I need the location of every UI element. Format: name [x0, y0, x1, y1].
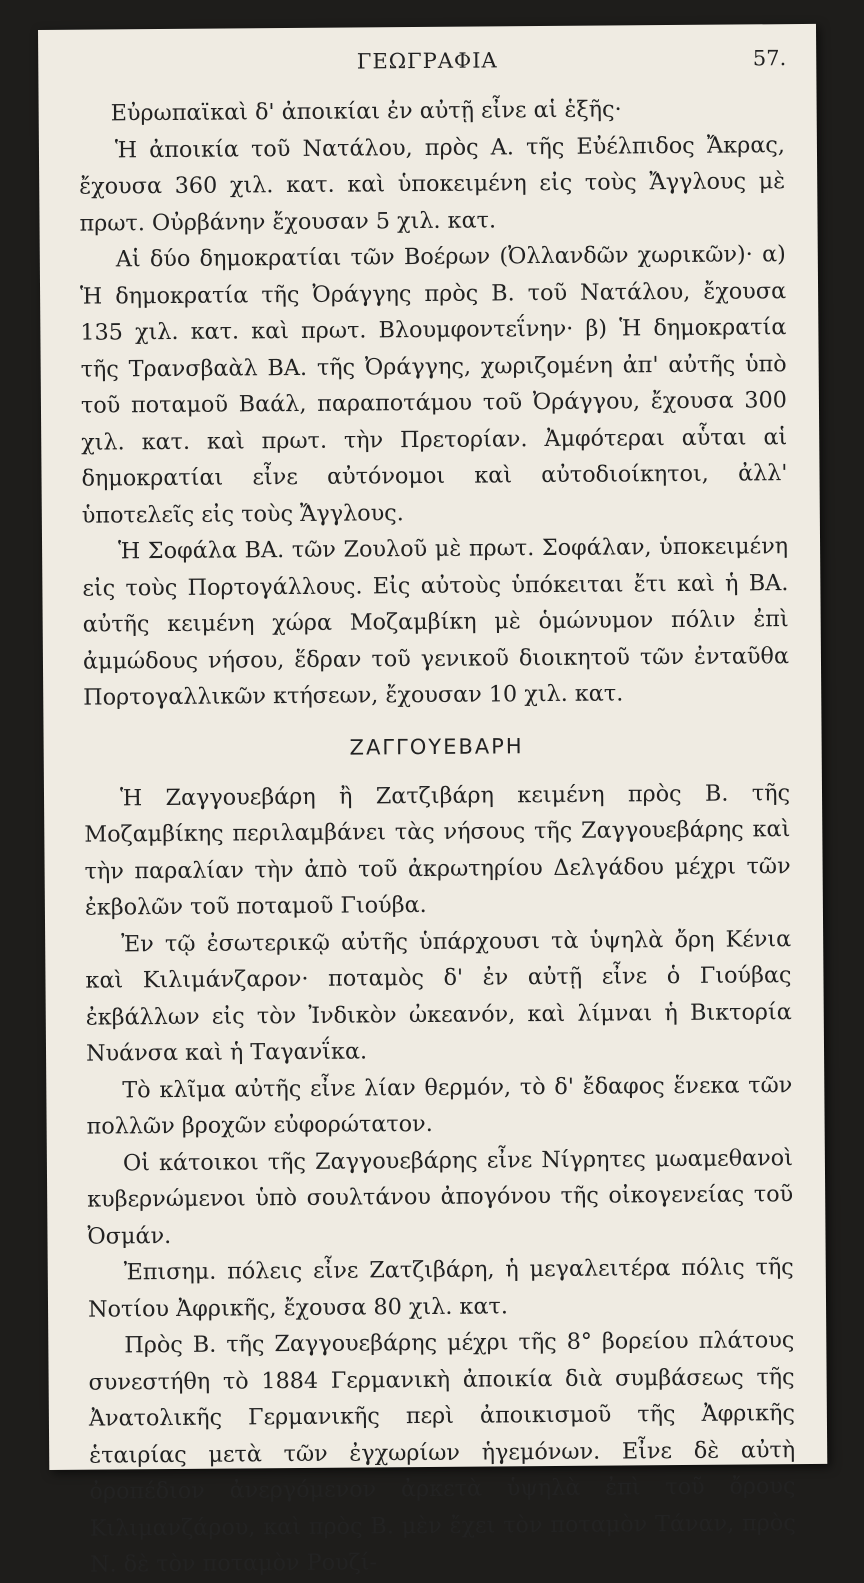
paragraph: Ἐν τῷ ἐσωτερικῷ αὐτῆς ὑπάρχουσι τὰ ὑψηλὰ ὄρη Κένια καὶ Κιλιμάνζαρον· ποταμὸς δ' ἐν αὐτῇ εἶνε ὁ Γιούβας ἐκβάλλων εἰς τὸν Ἰνδικὸν ὠκεανόν, καὶ λίμναι ἡ Βικτορία Νυάνσα καὶ ἡ Ταγανΐκα. — [85, 925, 792, 1067]
paragraph: Πρὸς Β. τῆς Ζαγγουεβάρης μέχρι τῆς 8° βορείου πλάτους συνεστήθη τὸ 1884 Γερμανικὴ ἀποικία διὰ συμβάσεως τῆς Ἀνατολικῆς Γερμανικῆς περὶ ἀποικισμοῦ τῆς Ἀφρικῆς ἑταιρίας μετὰ τῶν ἐγχωρίων ἡγεμόνων. Εἶνε δὲ αὐτὴ ὀροπέδιον ἀνεργόμενον ἀρκετὰ ὑψηλὰ ἐπὶ τοῦ ὄρους Κιλιμανζάρου, καὶ πρὸς Β. μὲν ἔχει τὸν ποταμὸν Τάναν, πρὸς Ν. δὲ τὸν ποταμὸν Ρουζί- — [88, 1327, 796, 1578]
page-body — [79, 90, 797, 1583]
paragraph: Εὐρωπαϊκαὶ δ' ἀποικίαι ἐν αὐτῇ εἶνε αἱ ἑξῆς· — [110, 96, 622, 127]
paragraph: Ἐπισημ. πόλεις εἶνε Ζατζιβάρη, ἡ μεγαλειτέρα πόλις τῆς Νοτίου Ἀφρικῆς, ἔχουσα 80 χιλ. κατ. — [87, 1254, 794, 1323]
paragraph: Οἱ κάτοικοι τῆς Ζαγγουεβάρης εἶνε Νίγρητες μωαμεθανοὶ κυβερνώμενοι ὑπὸ σουλτάνου ἀπογόνου τῆς οἰκογενείας τοῦ Ὀσμάν. — [87, 1144, 794, 1250]
paragraph: Ἡ ἀποικία τοῦ Νατάλου, πρὸς Α. τῆς Εὐέλπιδος Ἄκρας, ἔχουσα 360 χιλ. κατ. καὶ ὑποκειμένη εἰς τοὺς Ἄγγλους μὲ πρωτ. Οὐρβάνην ἔχουσαν 5 χιλ. κατ. — [79, 131, 786, 237]
paragraph: Τὸ κλῖμα αὐτῆς εἶνε λίαν θερμόν, τὸ δ' ἔδαφος ἕνεκα τῶν πολλῶν βροχῶν εὐφορώτατον. — [86, 1071, 793, 1140]
paragraph: Ἡ Σοφάλα ΒΑ. τῶν Ζουλοῦ μὲ πρωτ. Σοφάλαν, ὑποκειμένη εἰς τοὺς Πορτογάλλους. Εἰς αὐτοὺς ὑπόκειται ἔτι καὶ ἡ ΒΑ. αὐτῆς κειμένη χώρα Μοζαμβίκη μὲ ὁμώνυμον πόλιν ἐπὶ ἀμμώδους νήσου, ἕδραν τοῦ γενικοῦ διοικητοῦ τῶν ἐνταῦθα Πορτογαλλικῶν κτήσεων, ἔχουσαν 10 χιλ. κατ. — [82, 533, 790, 711]
page-number: 57. — [752, 46, 787, 71]
paragraph: Αἱ δύο δημοκρατίαι τῶν Βοέρων (Ὀλλανδῶν χωρικῶν)· α) Ἡ δημοκρατία τῆς Ὀράγγης πρὸς Β. τοῦ Νατάλου, ἔχουσα 135 χιλ. κατ. καὶ πρωτ. Βλουμφοντεΐνην· β) Ἡ δημοκρατία τῆς Τρανσβαὰλ ΒΑ. τῆς Ὀράγγης, χωριζομένη ἀπ' αὐτῆς ὑπὸ τοῦ ποταμοῦ Βαάλ, παραποτάμου τοῦ Ὀράγγου, ἔχουσα 300 χιλ. κατ. καὶ πρωτ. τὴν Πρετορίαν. Ἀμφότεραι αὗται αἱ δημοκρατίαι εἶνε αὐτόνομοι καὶ αὐτοδιοίκητοι, ἀλλ' ὑποτελεῖς εἰς τοὺς Ἄγγλους. — [79, 241, 788, 529]
running-head: ΓΕΩΓΡΑΦΙΑ — [356, 48, 498, 74]
book-page — [38, 24, 827, 1578]
section-heading: ΖΑΓΓΟΥΕΒΑΡΗ — [349, 733, 524, 760]
paragraph: Ἡ Ζαγγουεβάρη ἢ Ζατζιβάρη κειμένη πρὸς Β. τῆς Μοζαμβίκης περιλαμβάνει τὰς νήσους τῆς Ζαγγουεβάρης καὶ τὴν παραλίαν τὴν ἀπὸ τοῦ ἀκρωτηρίου Δελγάδου μέχρι τῶν ἐκβολῶν τοῦ ποταμοῦ Γιούβα. — [84, 779, 791, 921]
